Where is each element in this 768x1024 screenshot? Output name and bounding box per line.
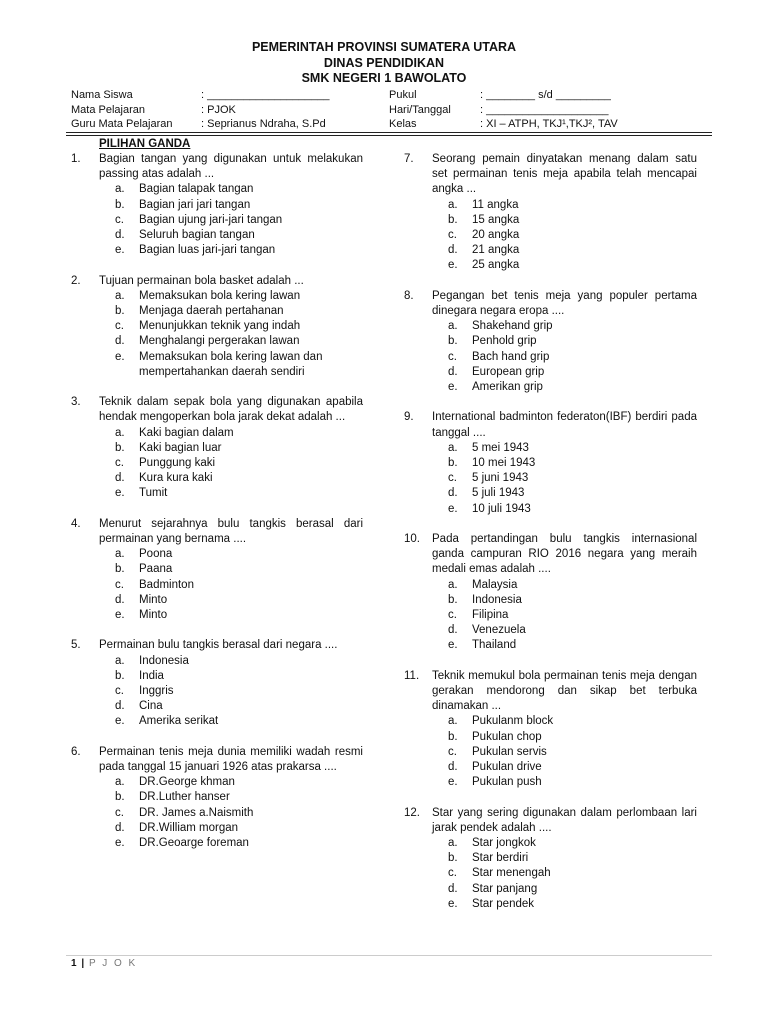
info-label: Mata Pelajaran — [71, 103, 145, 116]
answer-option — [99, 669, 363, 684]
info-value: : XI – ATPH, TKJ¹,TKJ², TAV — [480, 118, 618, 130]
answer-options — [432, 319, 697, 395]
answer-option — [99, 289, 363, 304]
option-text: Poona — [139, 548, 173, 561]
option-text: 15 angka — [472, 213, 520, 226]
option-text: Kaki bagian luar — [139, 441, 222, 454]
option-letter: e. — [115, 487, 125, 500]
option-letter: b. — [448, 852, 458, 865]
option-text: DR.Geoarge foreman — [139, 837, 249, 850]
answer-option — [432, 775, 697, 790]
option-letter: a. — [448, 441, 458, 454]
footer-divider — [66, 955, 712, 956]
answer-option — [432, 334, 697, 349]
question-text: Teknik dalam sepak bola yang digunakan apabila hendak mengoperkan bola jarak dekat adalah ... — [99, 396, 363, 424]
option-text: 20 angka — [472, 229, 520, 242]
option-letter: c. — [448, 229, 457, 242]
answer-option — [432, 502, 697, 517]
answer-options — [432, 714, 697, 790]
answer-options — [99, 182, 363, 258]
answer-option — [99, 198, 363, 213]
option-letter: a. — [115, 183, 125, 196]
answer-option — [99, 441, 363, 456]
option-text: Menjaga daerah pertahanan — [139, 305, 284, 318]
option-text: Venezuela — [472, 624, 526, 637]
option-text: Star berdiri — [472, 852, 529, 865]
option-letter: c. — [115, 806, 124, 819]
option-letter: e. — [448, 502, 458, 515]
question-item — [71, 745, 363, 851]
question-item — [404, 410, 697, 516]
option-text: 25 angka — [472, 259, 520, 272]
answer-option — [432, 365, 697, 380]
question-item — [71, 274, 363, 380]
answer-option — [432, 243, 697, 258]
info-value: : ____________________ — [201, 89, 330, 101]
option-letter: e. — [115, 837, 125, 850]
option-text: Bach hand grip — [472, 350, 550, 363]
question-number: 2. — [71, 274, 81, 287]
option-letter: c. — [448, 350, 457, 363]
option-text: Bagian jari jari tangan — [139, 198, 251, 211]
answer-option — [99, 304, 363, 319]
option-letter: b. — [115, 441, 125, 454]
answer-option — [99, 547, 363, 562]
option-text: Star jongkok — [472, 837, 536, 850]
option-text: 10 mei 1943 — [472, 457, 536, 470]
info-label: Kelas — [389, 118, 417, 130]
answer-option — [432, 471, 697, 486]
question-item — [404, 289, 697, 395]
option-text: 5 mei 1943 — [472, 441, 529, 454]
option-letter: a. — [448, 715, 458, 728]
option-letter: a. — [115, 776, 125, 789]
answer-option — [99, 350, 363, 380]
answer-option — [432, 380, 697, 395]
questions-column-right — [404, 152, 697, 927]
option-text: Seluruh bagian tangan — [139, 229, 255, 242]
header-divider-bottom — [66, 135, 712, 136]
option-text: 21 angka — [472, 244, 520, 257]
question-item — [404, 669, 697, 791]
student-info-block — [71, 88, 711, 132]
info-label: Hari/Tanggal — [389, 103, 451, 116]
answer-option — [99, 684, 363, 699]
answer-option — [99, 593, 363, 608]
option-letter: d. — [115, 821, 125, 834]
option-text: Kaki bagian dalam — [139, 426, 234, 439]
option-text: Cina — [139, 700, 163, 713]
answer-option — [99, 319, 363, 334]
option-letter: a. — [448, 578, 458, 591]
info-row — [71, 117, 711, 132]
question-text: Bagian tangan yang digunakan untuk melakukan passing atas adalah ... — [99, 153, 363, 181]
option-text: 10 juli 1943 — [472, 502, 531, 515]
option-text: Amerikan grip — [472, 381, 543, 394]
answer-option — [432, 745, 697, 760]
question-number: 5. — [71, 639, 81, 652]
answer-option — [99, 562, 363, 577]
question-number: 4. — [71, 517, 81, 530]
question-number: 12. — [404, 806, 420, 819]
question-number: 11. — [404, 669, 420, 682]
answer-option — [432, 319, 697, 334]
option-letter: d. — [115, 229, 125, 242]
question-text: Teknik memukul bola permainan tenis meja dengan gerakan mendorong dan sikap bet terbuka dinamakan ... — [432, 669, 697, 713]
option-text: Indonesia — [139, 654, 189, 667]
option-letter: d. — [448, 365, 458, 378]
option-text: Minto — [139, 593, 168, 606]
answer-option — [432, 730, 697, 745]
answer-option — [432, 836, 697, 851]
question-number: 10. — [404, 533, 420, 546]
option-text: Memaksukan bola kering lawan dan mempertahankan daerah sendiri — [139, 350, 323, 378]
info-label: Guru Mata Pelajaran — [71, 118, 173, 130]
option-letter: b. — [448, 457, 458, 470]
option-letter: d. — [448, 487, 458, 500]
option-text: European grip — [472, 365, 545, 378]
option-text: Pukulanm block — [472, 715, 554, 728]
option-letter: a. — [115, 426, 125, 439]
option-letter: d. — [448, 244, 458, 257]
option-text: India — [139, 669, 164, 682]
option-text: Minto — [139, 609, 168, 622]
answer-options — [432, 578, 697, 654]
answer-option — [99, 699, 363, 714]
option-text: DR.William morgan — [139, 821, 239, 834]
footer-subject: P J O K — [88, 958, 138, 969]
answer-options — [432, 441, 697, 517]
answer-option — [432, 593, 697, 608]
option-letter: e. — [115, 350, 125, 363]
option-letter: b. — [448, 213, 458, 226]
answer-option — [99, 213, 363, 228]
option-text: Pukulan push — [472, 776, 542, 789]
option-text: Penhold grip — [472, 335, 537, 348]
answer-option — [99, 228, 363, 243]
question-item — [71, 395, 363, 501]
option-text: Bagian ujung jari-jari tangan — [139, 213, 283, 226]
info-label: Nama Siswa — [71, 89, 133, 101]
question-number: 6. — [71, 745, 81, 758]
answer-option — [432, 578, 697, 593]
answer-option — [432, 350, 697, 365]
question-text: Pegangan bet tenis meja yang populer pertama dinegara negara eropa .... — [432, 289, 697, 318]
option-letter: a. — [115, 548, 125, 561]
option-text: Menghalangi pergerakan lawan — [139, 335, 300, 348]
question-text: International badminton federaton(IBF) berdiri pada tanggal .... — [432, 411, 697, 439]
option-letter: e. — [115, 715, 125, 728]
option-letter: e. — [448, 639, 458, 652]
answer-option — [99, 243, 363, 258]
answer-option — [432, 897, 697, 912]
answer-option — [99, 790, 363, 805]
option-letter: d. — [115, 335, 125, 348]
question-item — [71, 152, 363, 258]
option-text: Star panjang — [472, 882, 538, 895]
page-footer — [71, 958, 137, 969]
question-text: Permainan bulu tangkis berasal dari negara .... — [99, 639, 338, 652]
answer-options — [99, 289, 363, 380]
question-item — [404, 532, 697, 654]
answer-option — [99, 578, 363, 593]
option-text: DR. James a.Naismith — [139, 806, 254, 819]
option-letter: c. — [115, 685, 124, 698]
option-text: Malaysia — [472, 578, 518, 591]
option-text: 5 juli 1943 — [472, 487, 525, 500]
answer-option — [99, 608, 363, 623]
option-letter: a. — [448, 837, 458, 850]
option-letter: a. — [115, 289, 125, 302]
option-text: DR.George khman — [139, 776, 235, 789]
question-text: Menurut sejarahnya bulu tangkis berasal dari permainan yang bernama .... — [99, 517, 363, 546]
option-letter: d. — [115, 472, 125, 485]
option-letter: d. — [448, 624, 458, 637]
option-text: Memaksukan bola kering lawan — [139, 289, 301, 302]
option-text: 5 juni 1943 — [472, 472, 529, 485]
answer-option — [432, 866, 697, 881]
option-text: Star pendek — [472, 897, 535, 910]
answer-option — [99, 714, 363, 729]
option-text: 11 angka — [472, 198, 519, 211]
section-title: PILIHAN GANDA — [99, 138, 191, 150]
answer-option — [432, 714, 697, 729]
option-letter: e. — [448, 897, 458, 910]
answer-option — [99, 654, 363, 669]
answer-option — [432, 486, 697, 501]
option-text: Tumit — [139, 487, 168, 500]
option-letter: a. — [115, 654, 125, 667]
answer-option — [432, 760, 697, 775]
option-text: Thailand — [472, 639, 517, 652]
answer-option — [432, 456, 697, 471]
option-letter: a. — [448, 198, 458, 211]
option-letter: c. — [448, 609, 457, 622]
question-text: Seorang pemain dinyatakan menang dalam satu set permainan tenis meja apabila telah mencapai angka ... — [432, 153, 697, 196]
option-text: Star menengah — [472, 867, 551, 880]
option-letter: b. — [448, 593, 458, 606]
option-letter: c. — [448, 472, 457, 485]
answer-options — [99, 426, 363, 502]
answer-option — [99, 775, 363, 790]
option-letter: c. — [448, 745, 457, 758]
option-text: Kura kura kaki — [139, 472, 213, 485]
option-letter: b. — [115, 669, 125, 682]
option-letter: c. — [115, 320, 124, 333]
page-number: 1 — [71, 958, 77, 969]
answer-option — [99, 182, 363, 197]
question-number: 1. — [71, 153, 81, 165]
option-text: Badminton — [139, 578, 194, 591]
question-text: Star yang sering digunakan dalam perlombaan lari jarak pendek adalah .... — [432, 806, 697, 834]
option-text: Pukulan chop — [472, 730, 542, 743]
option-letter: c. — [115, 578, 124, 591]
answer-option — [432, 228, 697, 243]
option-letter: e. — [115, 244, 125, 257]
option-text: Bagian luas jari-jari tangan — [139, 244, 276, 257]
questions-column-left — [71, 152, 363, 866]
question-number: 9. — [404, 411, 414, 424]
option-letter: b. — [115, 791, 125, 804]
option-text: Menunjukkan teknik yang indah — [139, 320, 301, 333]
document-header — [0, 40, 768, 87]
info-label: Pukul — [389, 89, 417, 101]
question-item — [71, 517, 363, 623]
option-text: Paana — [139, 563, 173, 576]
question-item — [404, 152, 697, 274]
option-letter: c. — [115, 457, 124, 470]
question-item — [404, 806, 697, 912]
answer-option — [432, 608, 697, 623]
header-line-government: PEMERINTAH PROVINSI SUMATERA UTARA — [251, 40, 517, 54]
answer-options — [432, 836, 697, 912]
answer-option — [99, 821, 363, 836]
answer-option — [432, 851, 697, 866]
answer-options — [99, 547, 363, 623]
answer-option — [432, 213, 697, 228]
answer-options — [99, 654, 363, 730]
answer-option — [99, 426, 363, 441]
option-letter: c. — [448, 867, 457, 880]
option-letter: d. — [448, 761, 458, 774]
option-letter: d. — [448, 882, 458, 895]
option-text: Inggris — [139, 685, 174, 698]
option-letter: b. — [115, 305, 125, 318]
option-letter: b. — [448, 335, 458, 348]
option-letter: e. — [115, 609, 125, 622]
info-value: : ________ s/d _________ — [480, 89, 611, 101]
answer-option — [432, 623, 697, 638]
info-row — [71, 88, 711, 103]
option-letter: e. — [448, 776, 458, 789]
answer-options — [432, 198, 697, 274]
option-text: Shakehand grip — [472, 320, 553, 333]
answer-option — [432, 198, 697, 213]
question-number: 3. — [71, 396, 81, 409]
option-text: Pukulan servis — [472, 745, 547, 758]
option-letter: d. — [115, 700, 125, 713]
option-text: Indonesia — [472, 593, 522, 606]
answer-option — [99, 486, 363, 501]
answer-option — [99, 836, 363, 851]
answer-option — [99, 334, 363, 349]
answer-option — [99, 456, 363, 471]
option-text: Pukulan drive — [472, 761, 542, 774]
answer-option — [432, 441, 697, 456]
question-number: 7. — [404, 153, 414, 165]
footer-separator: | — [81, 958, 85, 969]
option-text: Punggung kaki — [139, 457, 216, 470]
answer-option — [432, 638, 697, 653]
answer-option — [99, 471, 363, 486]
option-text: Bagian talapak tangan — [139, 183, 254, 196]
question-number: 8. — [404, 289, 414, 302]
option-letter: b. — [115, 563, 125, 576]
question-item — [71, 638, 363, 729]
answer-option — [432, 258, 697, 273]
info-value: : PJOK — [201, 103, 236, 116]
answer-option — [99, 806, 363, 821]
option-letter: c. — [115, 213, 124, 226]
answer-options — [99, 775, 363, 851]
option-text: DR.Luther hanser — [139, 791, 230, 804]
question-text: Permainan tenis meja dunia memiliki wadah resmi pada tanggal 15 januari 1926 atas prakarsa .... — [99, 745, 363, 774]
question-text: Tujuan permainan bola basket adalah ... — [99, 274, 304, 287]
option-letter: a. — [448, 320, 458, 333]
answer-option — [432, 882, 697, 897]
option-text: Amerika serikat — [139, 715, 219, 728]
header-line-school: SMK NEGERI 1 BAWOLATO — [301, 71, 467, 85]
option-letter: b. — [115, 198, 125, 211]
option-letter: e. — [448, 259, 458, 272]
option-letter: e. — [448, 381, 458, 394]
header-divider-top — [66, 132, 712, 133]
option-letter: d. — [115, 593, 125, 606]
option-letter: b. — [448, 730, 458, 743]
option-text: Filipina — [472, 609, 509, 622]
question-text: Pada pertandingan bulu tangkis internasional ganda campuran RIO 2016 negara yang meraih medali emas adalah .... — [432, 533, 697, 576]
info-value: : Seprianus Ndraha, S.Pd — [201, 118, 326, 130]
info-row — [71, 103, 711, 118]
header-line-department: DINAS PENDIDIKAN — [323, 55, 445, 70]
info-value: : ____________________ — [480, 103, 609, 116]
